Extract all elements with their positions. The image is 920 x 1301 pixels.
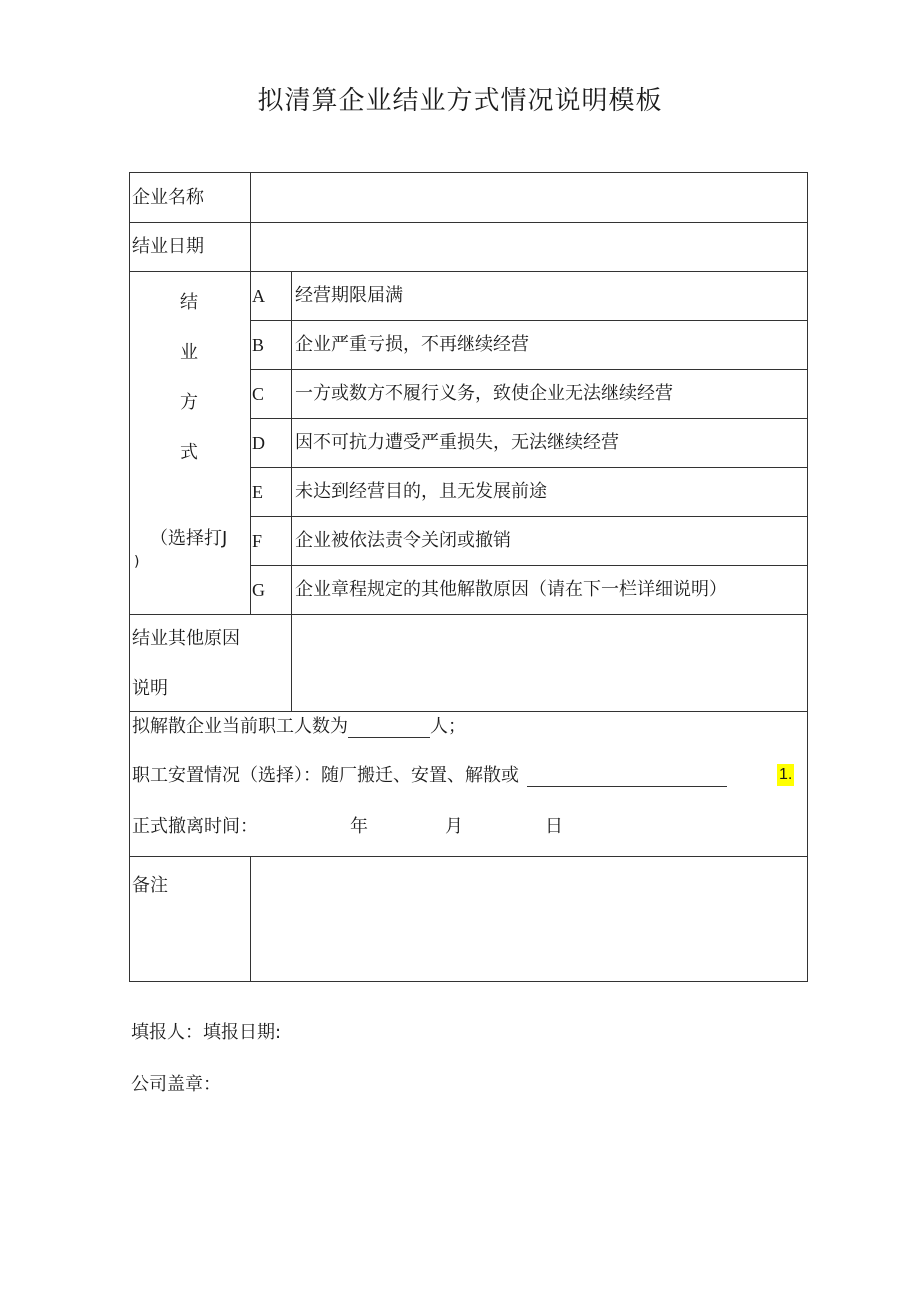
closing-method-hint-close: ) [134, 554, 140, 570]
row-divider [250, 516, 807, 517]
row-divider [130, 711, 807, 712]
option-text-a[interactable]: 经营期限届满 [295, 285, 403, 306]
option-text-g[interactable]: 企业章程规定的其他解散原因（请在下一栏详细说明） [295, 579, 727, 600]
row-divider [130, 222, 807, 223]
remarks-label: 备注 [132, 875, 168, 896]
document-title: 拟清算企业结业方式情况说明模板 [257, 86, 663, 116]
row-divider [250, 467, 807, 468]
row-divider [250, 418, 807, 419]
staff-count-blank[interactable] [348, 717, 430, 738]
month-label: 月 [445, 816, 463, 837]
option-text-c[interactable]: 一方或数方不履行义务，致使企业无法继续经营 [295, 383, 673, 404]
closing-method-hint: （选择打J [150, 528, 228, 549]
filler-line: 填报人：填报日期: [131, 1022, 282, 1043]
day-label: 日 [545, 816, 563, 837]
closing-method-char: 式 [180, 442, 198, 463]
option-letter-d: D [252, 433, 265, 453]
footnote-marker: 1. [777, 764, 794, 786]
staff-count-prefix: 拟解散企业当前职工人数为 [132, 716, 348, 737]
row-divider [250, 565, 807, 566]
option-text-e[interactable]: 未达到经营目的，且无发展前途 [295, 481, 547, 502]
option-letter-g: G [252, 580, 265, 600]
staff-placement-line [132, 765, 727, 787]
staff-count-suffix: 人； [430, 716, 466, 737]
option-letter-a: A [252, 286, 265, 306]
option-text-f[interactable]: 企业被依法责令关闭或撤销 [295, 530, 511, 551]
other-reason-label: 结业其他原因 [132, 628, 240, 649]
staff-count-line [132, 716, 466, 738]
column-divider [250, 173, 251, 614]
closing-method-char: 结 [180, 292, 198, 313]
option-letter-b: B [252, 335, 265, 355]
closing-form-table [129, 172, 808, 982]
company-seal-line: 公司盖章： [131, 1074, 221, 1095]
closing-method-char: 业 [180, 342, 198, 363]
withdraw-time-label: 正式撤离时间： [132, 816, 258, 837]
row-divider [130, 271, 807, 272]
row-divider [250, 369, 807, 370]
option-letter-f: F [252, 531, 263, 551]
staff-placement-prefix: 职工安置情况（选择）：随厂搬迁、安置、解散或 [132, 765, 519, 786]
year-label: 年 [350, 816, 368, 837]
remarks-input[interactable] [251, 857, 806, 980]
option-letter-c: C [252, 384, 265, 404]
column-divider [291, 271, 292, 614]
closing-method-char: 方 [180, 392, 198, 413]
company-name-label: 企业名称 [132, 187, 204, 208]
other-reason-input[interactable] [292, 615, 806, 710]
closing-date-label: 结业日期 [132, 236, 204, 257]
other-reason-label-2: 说明 [132, 678, 168, 699]
row-divider [250, 320, 807, 321]
option-text-d[interactable]: 因不可抗力遭受严重损失，无法继续经营 [295, 432, 619, 453]
option-text-b[interactable]: 企业严重亏损，不再继续经营 [295, 334, 529, 355]
staff-placement-blank[interactable] [527, 766, 727, 787]
option-letter-e: E [252, 482, 263, 502]
